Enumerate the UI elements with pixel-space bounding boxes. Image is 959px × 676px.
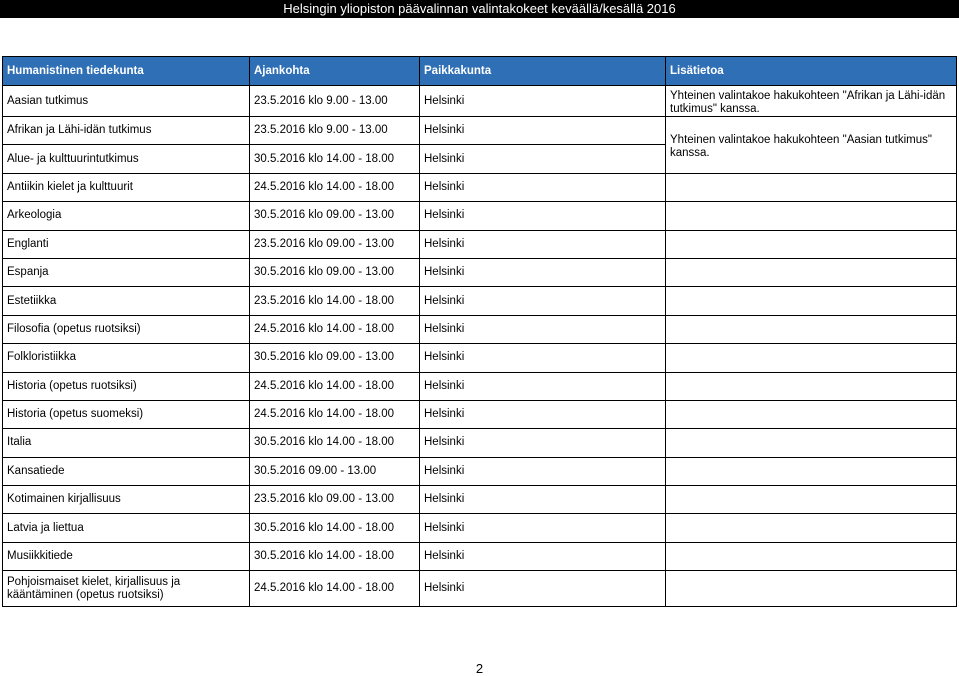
place-cell: Helsinki <box>420 145 666 173</box>
time-cell: 23.5.2016 klo 9.00 - 13.00 <box>250 117 420 145</box>
info-cell <box>666 230 957 258</box>
header-subject: Humanistinen tiedekunta <box>3 57 250 86</box>
table-row <box>3 400 957 428</box>
header-time: Ajankohta <box>250 57 420 86</box>
header-info: Lisätietoa <box>666 57 957 86</box>
time-cell: 30.5.2016 klo 14.00 - 18.00 <box>250 514 420 542</box>
subject-cell: Estetiikka <box>3 287 250 315</box>
info-cell <box>666 315 957 343</box>
subject-cell: Englanti <box>3 230 250 258</box>
time-cell: 30.5.2016 klo 09.00 - 13.00 <box>250 344 420 372</box>
time-cell: 23.5.2016 klo 09.00 - 13.00 <box>250 230 420 258</box>
table-header-row <box>3 57 957 86</box>
table-row <box>3 457 957 485</box>
place-cell: Helsinki <box>420 457 666 485</box>
info-cell <box>666 400 957 428</box>
time-cell: 24.5.2016 klo 14.00 - 18.00 <box>250 173 420 201</box>
subject-cell: Alue- ja kulttuurintutkimus <box>3 145 250 173</box>
subject-cell: Italia <box>3 429 250 457</box>
subject-cell: Kansatiede <box>3 457 250 485</box>
subject-cell: Kotimainen kirjallisuus <box>3 486 250 514</box>
place-cell: Helsinki <box>420 486 666 514</box>
place-cell: Helsinki <box>420 86 666 117</box>
subject-cell: Aasian tutkimus <box>3 86 250 117</box>
subject-cell: Folkloristiikka <box>3 344 250 372</box>
subject-cell: Afrikan ja Lähi-idän tutkimus <box>3 117 250 145</box>
subject-cell: Espanja <box>3 258 250 286</box>
table-row <box>3 429 957 457</box>
info-cell <box>666 372 957 400</box>
subject-cell: Arkeologia <box>3 202 250 230</box>
table-row <box>3 202 957 230</box>
place-cell: Helsinki <box>420 400 666 428</box>
info-cell <box>666 457 957 485</box>
time-cell: 30.5.2016 klo 14.00 - 18.00 <box>250 542 420 570</box>
page-title: Helsingin yliopiston päävalinnan valintakokeet keväällä/kesällä 2016 <box>0 0 959 18</box>
place-cell: Helsinki <box>420 542 666 570</box>
time-cell: 23.5.2016 klo 14.00 - 18.00 <box>250 287 420 315</box>
subject-cell: Filosofia (opetus ruotsiksi) <box>3 315 250 343</box>
time-cell: 30.5.2016 klo 09.00 - 13.00 <box>250 258 420 286</box>
place-cell: Helsinki <box>420 315 666 343</box>
table-row <box>3 287 957 315</box>
subject-cell: Pohjoismaiset kielet, kirjallisuus ja kääntäminen (opetus ruotsiksi) <box>3 571 250 607</box>
time-cell: 30.5.2016 09.00 - 13.00 <box>250 457 420 485</box>
time-cell: 30.5.2016 klo 14.00 - 18.00 <box>250 145 420 173</box>
subject-cell: Historia (opetus ruotsiksi) <box>3 372 250 400</box>
table-row <box>3 86 957 117</box>
time-cell: 30.5.2016 klo 09.00 - 13.00 <box>250 202 420 230</box>
subject-cell: Antiikin kielet ja kulttuurit <box>3 173 250 201</box>
place-cell: Helsinki <box>420 230 666 258</box>
info-cell: Yhteinen valintakoe hakukohteen "Aasian tutkimus" kanssa. <box>666 117 957 174</box>
info-cell <box>666 429 957 457</box>
time-cell: 24.5.2016 klo 14.00 - 18.00 <box>250 571 420 607</box>
table-row <box>3 230 957 258</box>
info-cell <box>666 258 957 286</box>
info-cell <box>666 514 957 542</box>
table-row <box>3 571 957 607</box>
time-cell: 24.5.2016 klo 14.00 - 18.00 <box>250 315 420 343</box>
place-cell: Helsinki <box>420 571 666 607</box>
time-cell: 24.5.2016 klo 14.00 - 18.00 <box>250 372 420 400</box>
place-cell: Helsinki <box>420 173 666 201</box>
subject-cell: Latvia ja liettua <box>3 514 250 542</box>
table-row <box>3 258 957 286</box>
table-row <box>3 344 957 372</box>
time-cell: 30.5.2016 klo 14.00 - 18.00 <box>250 429 420 457</box>
info-cell <box>666 571 957 607</box>
place-cell: Helsinki <box>420 514 666 542</box>
table-row <box>3 315 957 343</box>
place-cell: Helsinki <box>420 287 666 315</box>
info-cell <box>666 542 957 570</box>
time-cell: 23.5.2016 klo 09.00 - 13.00 <box>250 486 420 514</box>
page-number: 2 <box>475 661 484 676</box>
exam-schedule-table <box>2 56 957 607</box>
place-cell: Helsinki <box>420 202 666 230</box>
place-cell: Helsinki <box>420 117 666 145</box>
info-cell <box>666 202 957 230</box>
place-cell: Helsinki <box>420 429 666 457</box>
table-row <box>3 173 957 201</box>
info-cell <box>666 173 957 201</box>
info-cell <box>666 287 957 315</box>
info-cell <box>666 486 957 514</box>
table-row <box>3 372 957 400</box>
time-cell: 23.5.2016 klo 9.00 - 13.00 <box>250 86 420 117</box>
header-place: Paikkakunta <box>420 57 666 86</box>
table-row <box>3 514 957 542</box>
info-cell: Yhteinen valintakoe hakukohteen "Afrikan ja Lähi-idän tutkimus" kanssa. <box>666 86 957 117</box>
subject-cell: Musiikkitiede <box>3 542 250 570</box>
table-row <box>3 542 957 570</box>
time-cell: 24.5.2016 klo 14.00 - 18.00 <box>250 400 420 428</box>
place-cell: Helsinki <box>420 344 666 372</box>
table-row <box>3 486 957 514</box>
subject-cell: Historia (opetus suomeksi) <box>3 400 250 428</box>
place-cell: Helsinki <box>420 258 666 286</box>
table-row <box>3 117 957 145</box>
info-cell <box>666 344 957 372</box>
place-cell: Helsinki <box>420 372 666 400</box>
